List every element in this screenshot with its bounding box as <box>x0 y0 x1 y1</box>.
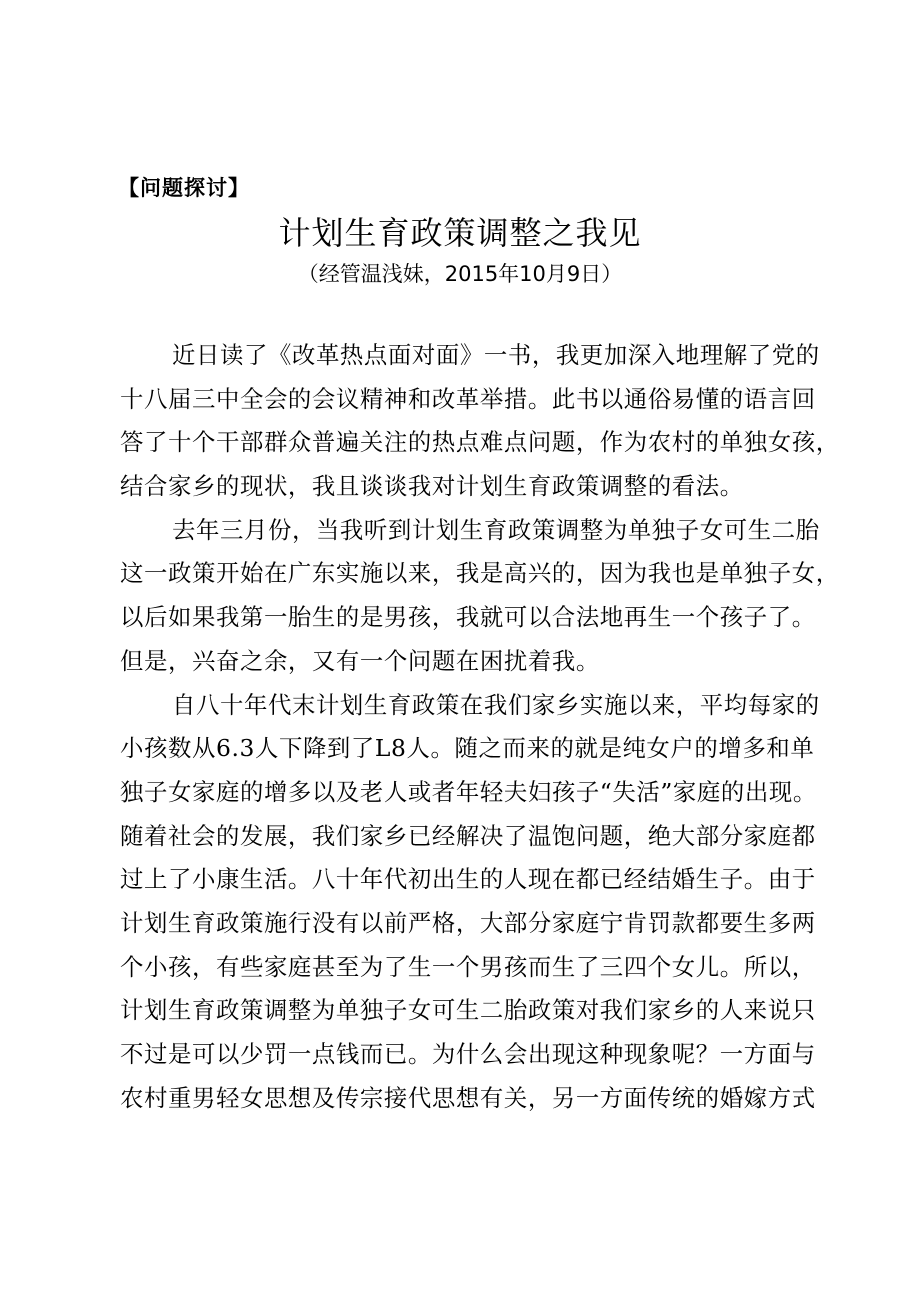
text-line: 独子女家庭的增多以及老人或者年轻夫妇孩子“失活”家庭的出现。 <box>120 777 817 806</box>
text-line: 计划生育政策施行没有以前严格，大部分家庭宁肯罚款都要生多两 <box>120 908 816 937</box>
text-line: 十八届三中全会的会议精神和改革举措。此书以通俗易懂的语言回 <box>120 384 816 413</box>
text-line: 答了十个干部群众普遍关注的热点难点问题，作为农村的单独女孩， <box>120 428 840 457</box>
text-line: 但是，兴奋之余，又有一个问题在困扰着我。 <box>120 646 600 675</box>
text-line: 自八十年代末计划生育政策在我们家乡实施以来，平均每家的 <box>172 690 820 719</box>
text-line: 去年三月份，当我听到计划生育政策调整为单独子女可生二胎 <box>172 515 820 544</box>
document-body <box>120 340 840 1126</box>
text-line: 小孩数从6.3人下降到了L8人。随之而来的就是纯女户的增多和单 <box>120 734 815 763</box>
text-line: 结合家乡的现状，我且谈谈我对计划生育政策调整的看法。 <box>120 472 744 501</box>
section-tag: 【问题探讨】 <box>118 176 250 200</box>
text-line: 以后如果我第一胎生的是男孩，我就可以合法地再生一个孩子了。 <box>120 603 816 632</box>
text-line: 过上了小康生活。八十年代初出生的人现在都已经结婚生子。由于 <box>120 865 816 894</box>
text-line: 这一政策开始在广东实施以来，我是高兴的，因为我也是单独子女， <box>120 559 840 588</box>
text-line: 计划生育政策调整为单独子女可生二胎政策对我们家乡的人来说只 <box>120 996 816 1025</box>
text-line: 个小孩，有些家庭甚至为了生一个男孩而生了三四个女儿。所以， <box>120 952 816 981</box>
text-line: 近日读了《改革热点面对面》一书，我更加深入地理解了党的 <box>172 341 820 369</box>
document-byline: （经管温浅妹，2015年10月9日） <box>297 262 623 286</box>
text-line: 不过是可以少罚一点钱而已。为什么会出现这种现象呢？一方面与 <box>120 1040 816 1068</box>
text-line: 随着社会的发展，我们家乡已经解决了温饱问题，绝大部分家庭都 <box>120 821 816 850</box>
paragraph-1 <box>120 340 840 515</box>
text-line: 农村重男轻女思想及传宗接代思想有关，另一方面传统的婚嫁方式 <box>120 1083 816 1112</box>
document-title: 计划生育政策调整之我见 <box>278 214 642 252</box>
paragraph-3 <box>120 690 820 1127</box>
paragraph-2 <box>120 515 840 690</box>
